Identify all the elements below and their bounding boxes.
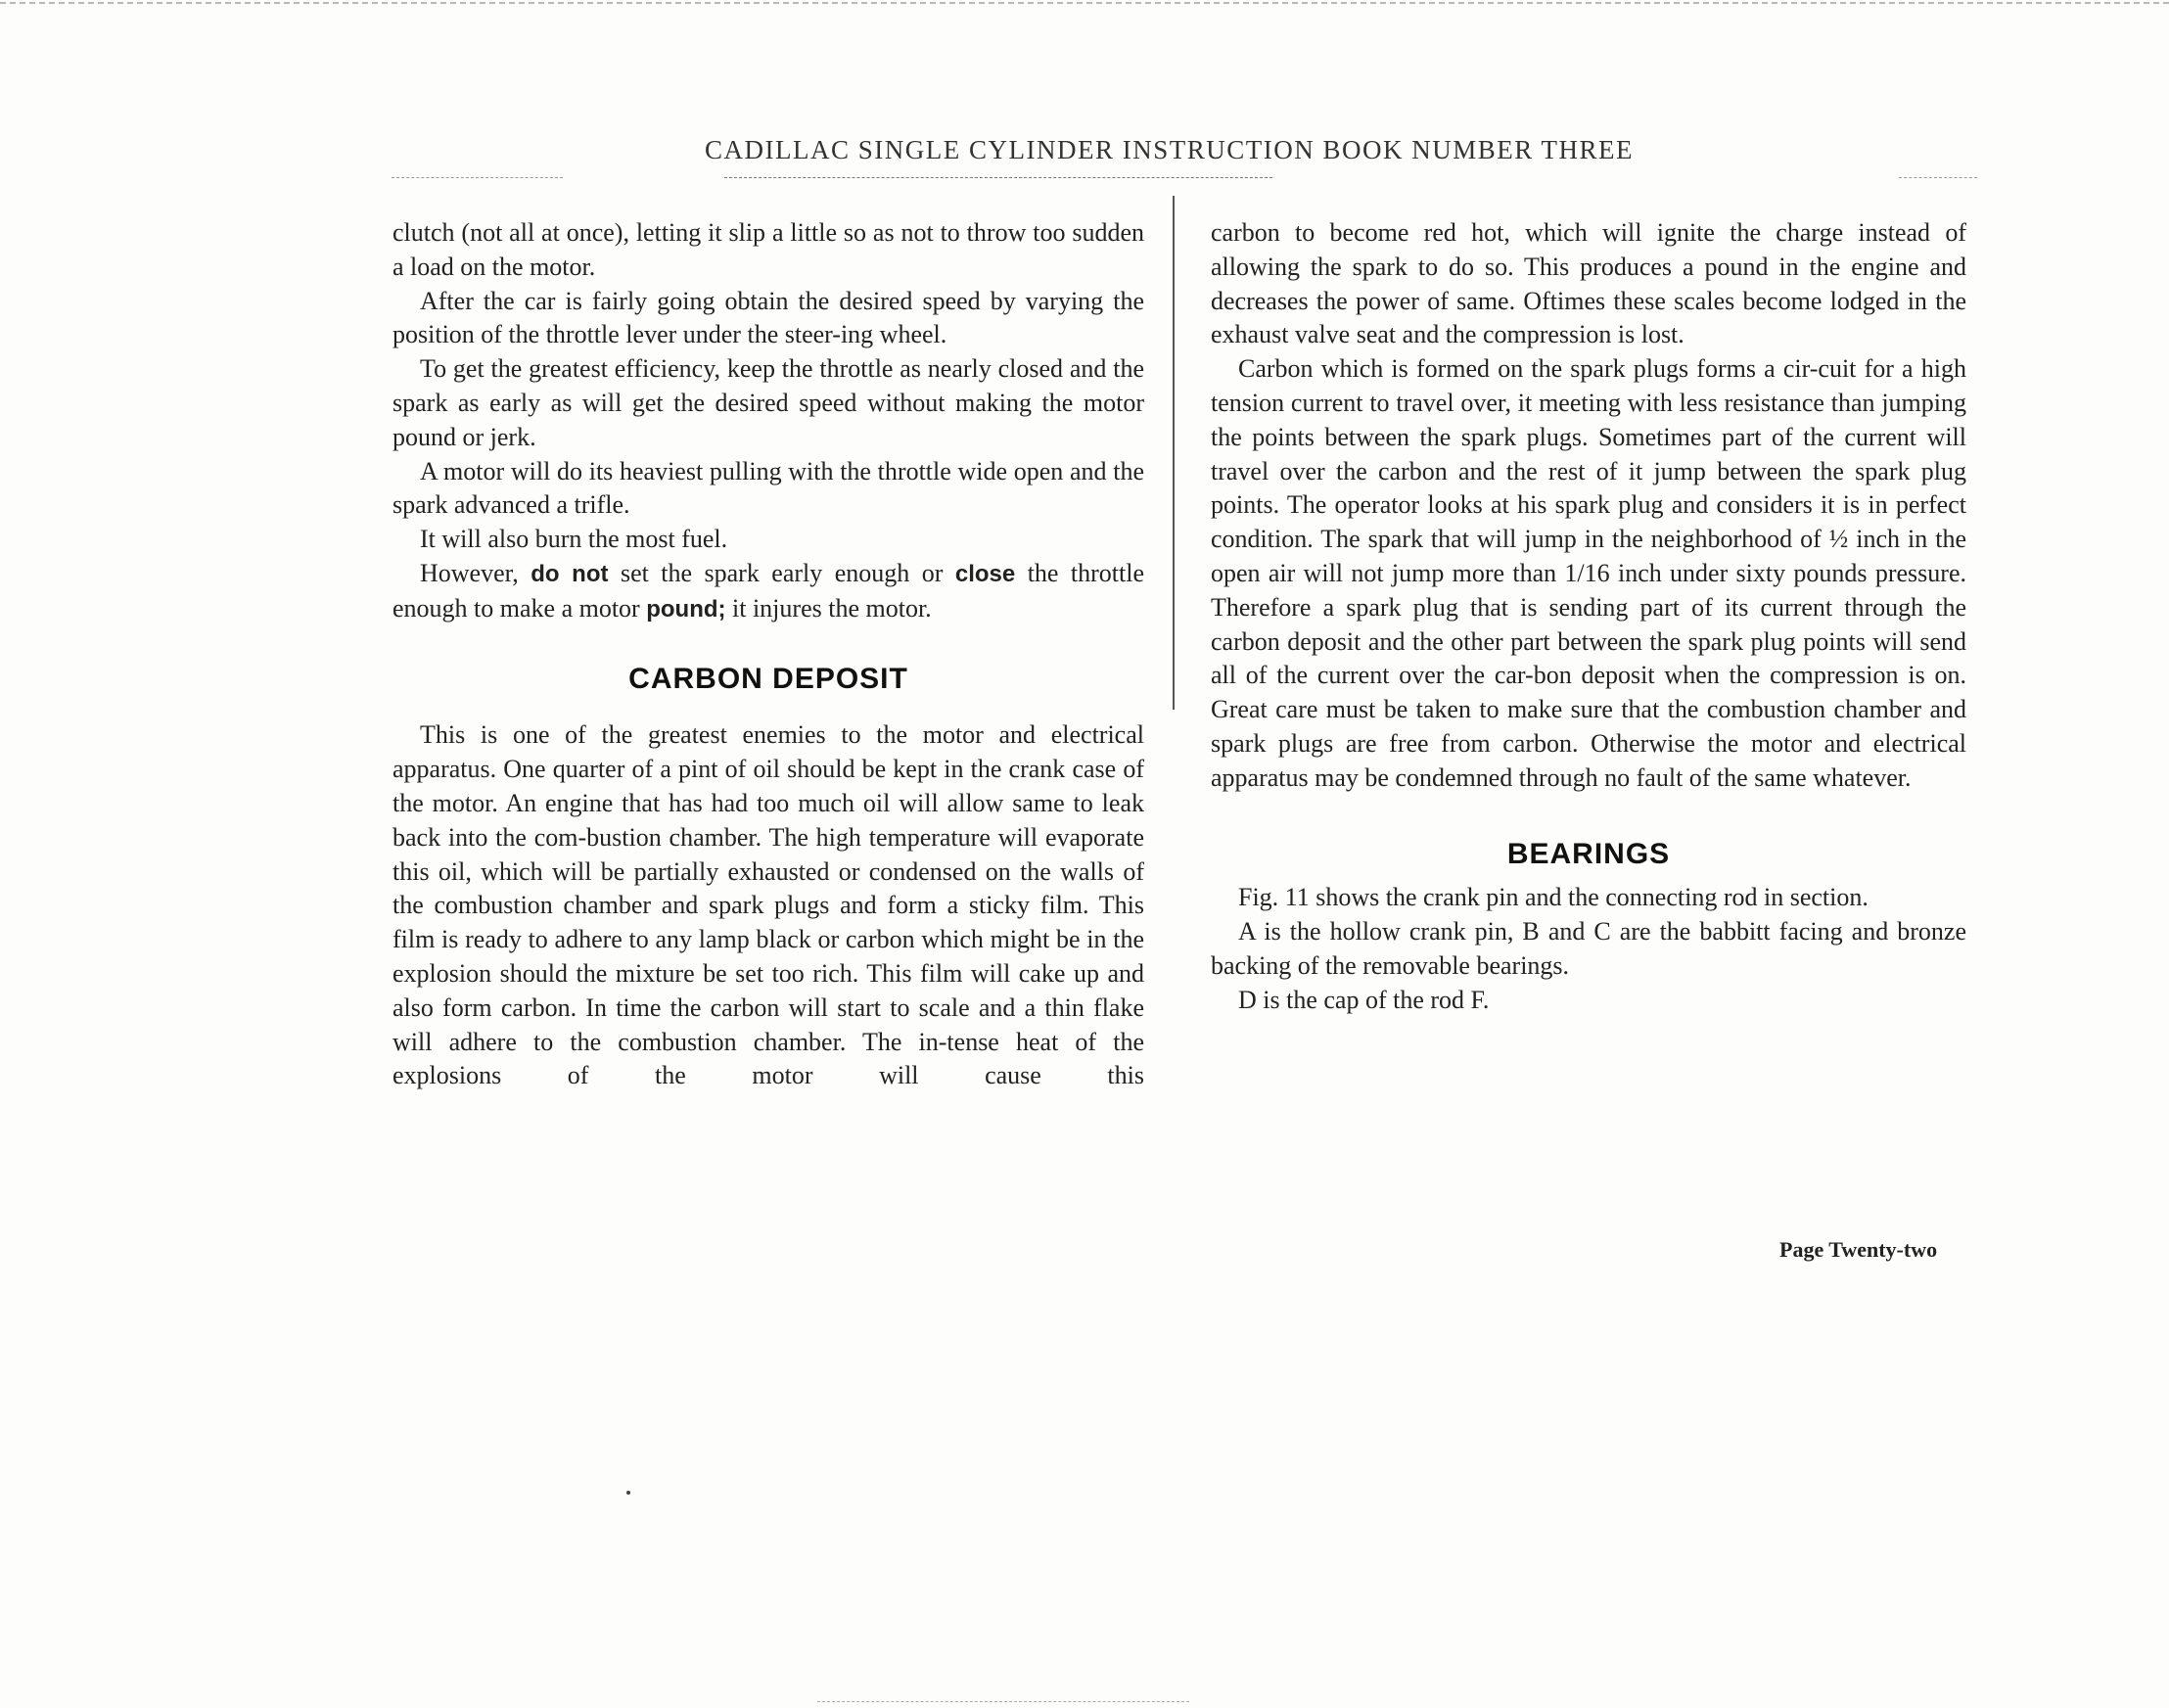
emphasis-do-not: do not (531, 560, 609, 587)
bearings-heading: BEARINGS (1506, 837, 1671, 870)
warning-text-1: However, (420, 558, 519, 587)
paragraph-spark-plug-carbon: Carbon which is formed on the spark plugs forms a cir-cuit for a high tension current to travel over, it meeting with less resistance than jumping the points between the spark plugs. Sometimes part of the current will travel over the carbon and the rest of it jump between the spark plug points. The operator looks at his spark plug and considers it is in perfect condition. The spark that will jump in the neighborhood of ½ inch in the open air will not jump more than 1/16 inch under sixty pounds pressure. Therefore a spark plug that is sending part of its current through the carbon deposit and the other part between the spark plug points will send all of the current over the car-bon deposit when the compression is on. Great care must be taken to make sure that the combustion chamber and spark plugs are free from carbon. Otherwise the motor and electrical apparatus may be condemned through no fault of the same whatever. (1211, 354, 1966, 792)
paragraph-heaviest-pulling: A motor will do its heaviest pulling with the throttle wide open and the spark advanced a trifle. (392, 456, 1144, 520)
warning-text-4: it injures the motor. (732, 593, 932, 623)
paragraph-efficiency: To get the greatest efficiency, keep the throttle as nearly closed and the spark as early as will get the desired speed without making the motor pound or jerk. (392, 354, 1144, 451)
paragraph-fuel: It will also burn the most fuel. (420, 525, 728, 554)
paragraph-speed: After the car is fairly going obtain the desired speed by varying the position of the throttle lever under the steer-ing wheel. (392, 286, 1144, 349)
warning-text-2: set the spark early enough or (620, 558, 944, 587)
top-edge-rule (0, 2, 2169, 4)
paragraph-rod-cap: D is the cap of the rod F. (1238, 985, 1490, 1014)
ink-speck (626, 1491, 630, 1495)
running-head: CADILLAC SINGLE CYLINDER INSTRUCTION BOOK NUMBER THREE (705, 135, 1634, 164)
right-column (1211, 216, 1966, 1018)
paragraph-carbon-enemies: This is one of the greatest enemies to the motor and electrical apparatus. One quarter of a pint of oil should be kept in the crank case of the motor. An engine that has had too much oil will allow same to leak back into the com-bustion chamber. The high temperature will evaporate this oil, which will be partially exhausted or condensed on the walls of the combustion chamber and spark plugs and form a sticky film. This film is ready to adhere to any lamp black or carbon which might be in the explosion should the mixture be set too rich. This film will cake up and also form carbon. In time the carbon will start to scale and a thin flake will adhere to the combustion chamber. The in-tense heat of the explosions of the motor will cause this (392, 720, 1144, 1090)
warning-text-3: the throttle enough to make a motor (392, 558, 1145, 623)
paragraph-clutch: clutch (not all at once), letting it slip a little so as not to throw too sudden a load on the motor. (392, 218, 1144, 281)
running-head-rule-center (724, 177, 1272, 178)
emphasis-pound: pound; (646, 595, 726, 623)
paragraph-crank-pin: A is the hollow crank pin, B and C are the babbitt facing and bronze backing of the removable bearings. (1211, 917, 1966, 980)
paragraph-warning (392, 557, 1144, 627)
running-head-rule-left (392, 177, 563, 178)
page-number: Page Twenty-two (1779, 1237, 1938, 1262)
paragraph-red-hot-carbon: carbon to become red hot, which will ignite the charge instead of allowing the spark to do so. This produces a pound in the engine and decreases the power of same. Oftimes these scales become lodged in the exhaust valve seat and the compression is lost. (1211, 218, 1966, 349)
left-column (392, 216, 1144, 1093)
column-divider (1173, 196, 1175, 710)
paragraph-fig-11: Fig. 11 shows the crank pin and the connecting rod in section. (1238, 883, 1869, 912)
carbon-deposit-heading: CARBON DEPOSIT (628, 662, 908, 695)
emphasis-close: close (954, 560, 1016, 587)
bottom-edge-rule (817, 1701, 1189, 1702)
running-head-rule-right (1899, 177, 1977, 178)
